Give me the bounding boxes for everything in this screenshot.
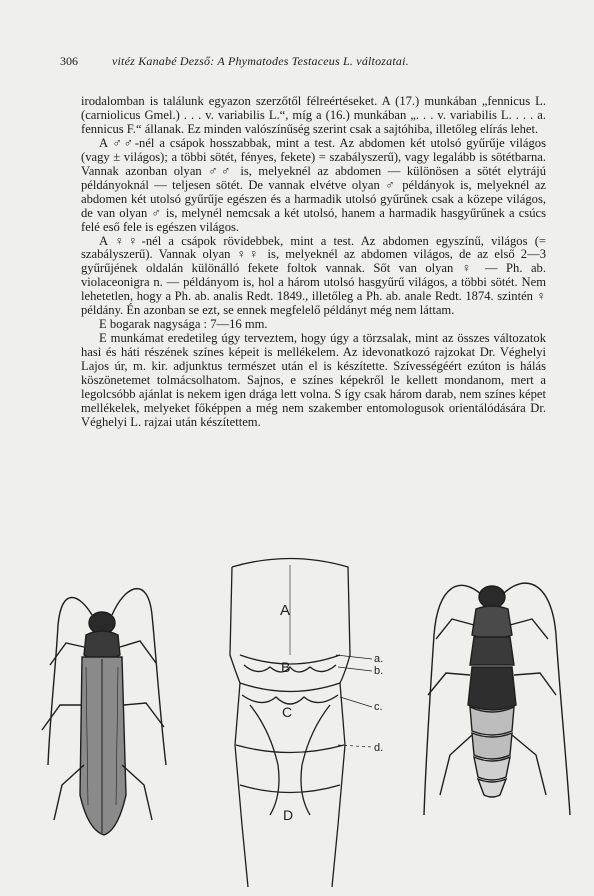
figure-area xyxy=(0,555,594,891)
article-body xyxy=(81,95,546,430)
label-A: A xyxy=(280,602,291,619)
label-D: D xyxy=(283,807,294,823)
paragraph-5: E munkámat eredetileg úgy terveztem, hogy úgy a törzsalak, mint az összes változatok hasi és háti részének színes képeit is mellékelem. Az idevonatkozó rajzokat Dr. Véghelyi Lajos úr, m. kir. adjunktus természet után el is készítette. Szívességéért ezúton is hálás köszönetemet tolmácsolhatom. Sajnos, e színes képekről le kellett mondanom, mert a legolcsóbb ajánlat is nekem igen drága lett volna. S így csak három darab, nem színes képet mellékelek, melyeket főképpen a még nem szakember entomologusok orientálódására Dr. Véghelyi L. rajzai után készítettem. xyxy=(81,331,546,429)
label-a: a. xyxy=(374,653,384,665)
running-title: vitéz Kanabé Dezső: A Phymatodes Testaceus L. változatai. xyxy=(112,54,409,68)
paragraph-1: irodalomban is találunk egyazon szerzőtől félreértéseket. A (17.) munkában „fennicus L. (carniolicus Gmel.) . . . v. variabilis L.“, míg a (16.) munkában „. . . v. variabilis L. . . . a. fennicus F.“ állanak. Ez minden valószínűség szerint csak a sajtóhiba, illetőleg elírás lehet. xyxy=(81,94,546,136)
label-B: B xyxy=(281,659,291,675)
page-number: 306 xyxy=(60,54,78,68)
abdomen-diagram xyxy=(230,559,372,888)
paragraph-2: A ♂♂-nél a csápok hosszabbak, mint a test. Az abdomen két utolsó gyűrűje világos (vagy ± világos); a többi sötét, fényes, fekete) = szabályszerű), vagy legalább is sötétbarna. Vannak azonban olyan ♂♂ is, melyeknél az abdomen — különösen a sötét elytrájú példányoknál — teljesen sötét. De vannak elvétve olyan ♂ példányok is, melyeknél az abdomen két utolsó gyűrűje egészen és a harmadik utolsó gyűrűnek csak a közepe világos, de van olyan ♂ is, melynél nemcsak a két utolsó, hanem a harmadik hasgyűrűnek a csúcs felé eső fele is egészen világos. xyxy=(81,135,546,234)
label-c: c. xyxy=(374,701,383,713)
right-beetle-illustration xyxy=(424,583,570,815)
label-C: C xyxy=(282,704,293,720)
paragraph-3: A ♀♀-nél a csápok rövidebbek, mint a test. Az abdomen egyszínű, világos (= szabályszerű). Vannak olyan ♀♀ is, melyeknél az abdomen világos, de az első 2—3 gyűrűjének oldalán különálló fekete foltok vannak. Sőt van olyan ♀ — Ph. ab. violaceonigra n. — példányom is, hol a három utolsó hasgyűrű világos, a többi sötét. Nem lehetetlen, hogy a Ph. ab. analis Redt. 1849., illetőleg a Ph. ab. anale Redt. 1874. szintén ♀ példány. Én azonban se ezt, se ennek megfelelő példányt még nem láttam. xyxy=(81,233,546,318)
label-b: b. xyxy=(374,665,384,677)
paragraph-4: E bogarak nagysága : 7—16 mm. xyxy=(99,317,268,332)
label-d: d. xyxy=(374,742,384,754)
left-beetle-illustration xyxy=(42,589,166,835)
